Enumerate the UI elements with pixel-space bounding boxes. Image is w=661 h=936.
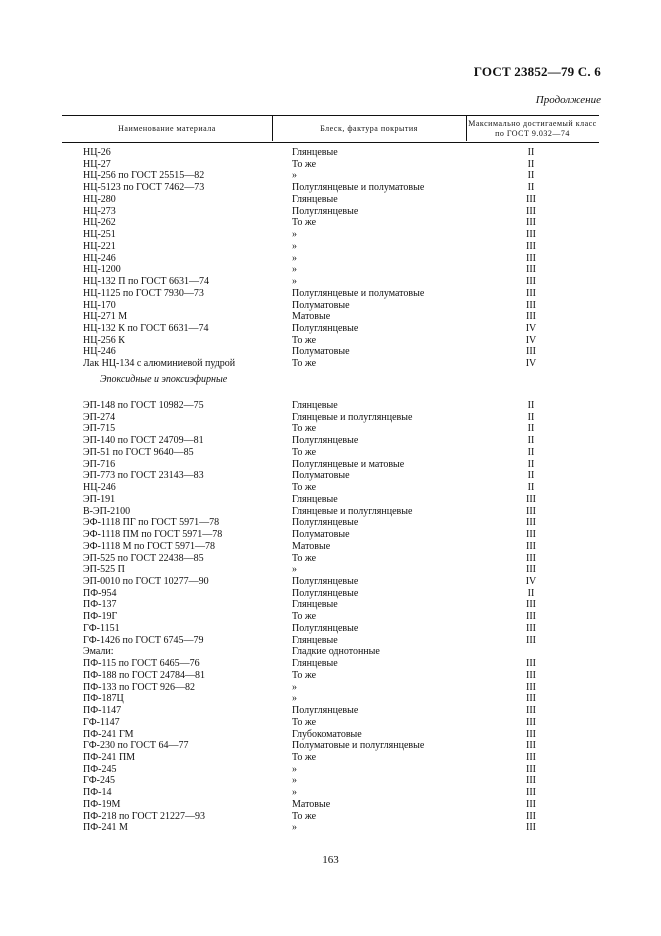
class-cell: III [526, 634, 536, 646]
material-cell: НЦ-221 [83, 240, 116, 252]
column-header-class: Максимально достигаемый класс по ГОСТ 9.032—74 [468, 118, 597, 138]
gloss-cell: Глянцевые [292, 634, 338, 646]
material-cell: НЦ-246 [83, 252, 116, 264]
table-row [0, 717, 661, 729]
gloss-cell: Полуглянцевые и полуматовые [292, 182, 425, 194]
table-row [0, 740, 661, 752]
material-cell: ЭП-191 [83, 493, 116, 505]
table-row [0, 400, 661, 412]
section-title: Эпоксидные и эпоксиэфирные [100, 373, 228, 385]
gloss-cell: Глянцевые [292, 147, 338, 158]
material-cell: ПФ-115 по ГОСТ 6465—76 [83, 658, 200, 670]
gloss-cell: » [292, 763, 297, 775]
table-row [0, 623, 661, 635]
material-cell: ГФ-1426 по ГОСТ 6745—79 [83, 634, 204, 646]
gloss-cell: » [292, 775, 297, 787]
table-row [0, 288, 661, 300]
material-cell: ПФ-187Ц [83, 693, 124, 705]
class-cell: III [526, 299, 536, 311]
table-row [0, 599, 661, 611]
table-row [0, 799, 661, 811]
material-cell: ГФ-245 [83, 775, 116, 787]
material-cell: НЦ-251 [83, 229, 116, 241]
gloss-cell: Полуглянцевые и полуматовые [292, 287, 425, 299]
table-row [0, 553, 661, 565]
table-row [0, 358, 661, 370]
class-cell: III [526, 287, 536, 299]
material-cell: НЦ-256 К [83, 334, 125, 346]
class-cell: III [526, 517, 536, 529]
gloss-cell: » [292, 170, 297, 182]
gloss-cell: Глянцевые [292, 399, 338, 411]
material-cell: НЦ-271 М [83, 311, 128, 323]
material-cell: ЭП-274 [83, 411, 116, 423]
material-cell: НЦ-1125 по ГОСТ 7930—73 [83, 287, 204, 299]
gloss-cell: Глянцевые [292, 658, 338, 670]
page-number: 163 [322, 854, 339, 866]
table-row [0, 194, 661, 206]
table-row [0, 775, 661, 787]
class-cell: III [526, 276, 536, 288]
gloss-cell: Полуматовые [292, 346, 350, 358]
class-cell: III [526, 798, 536, 810]
material-cell: В-ЭП-2100 [83, 505, 131, 517]
table-row [0, 529, 661, 541]
class-cell: III [526, 205, 536, 217]
gloss-cell: Матовые [292, 311, 331, 323]
material-cell: ЭП-148 по ГОСТ 10982—75 [83, 399, 204, 411]
class-cell: II [527, 423, 535, 435]
gloss-cell: То же [292, 611, 317, 623]
class-cell: III [526, 740, 536, 752]
class-cell: III [526, 505, 536, 517]
material-cell: ЭП-525 по ГОСТ 22438—85 [83, 552, 204, 564]
table-row [0, 729, 661, 741]
table-row [0, 670, 661, 682]
table-row [0, 311, 661, 323]
class-cell: III [526, 705, 536, 717]
gloss-cell: » [292, 276, 297, 288]
class-cell: II [527, 482, 535, 494]
gloss-cell: » [292, 252, 297, 264]
material-cell: ПФ-245 [83, 763, 117, 775]
column-header-gloss: Блеск, фактура покрытия [320, 123, 418, 133]
material-cell: НЦ-26 [83, 147, 111, 158]
gloss-cell: » [292, 240, 297, 252]
class-cell: II [527, 458, 535, 470]
gloss-cell: То же [292, 552, 317, 564]
table-row [0, 229, 661, 241]
material-cell: ЭП-773 по ГОСТ 23143—83 [83, 470, 204, 482]
gloss-cell: То же [292, 158, 317, 170]
gloss-cell: » [292, 229, 297, 241]
table-row [0, 459, 661, 471]
table-row [0, 206, 661, 218]
class-cell: II [527, 446, 535, 458]
gloss-cell: » [292, 822, 297, 834]
class-cell: III [526, 669, 536, 681]
class-cell: III [526, 346, 536, 358]
class-cell: III [526, 217, 536, 229]
gloss-cell: То же [292, 810, 317, 822]
class-cell: III [526, 693, 536, 705]
table-row [0, 705, 661, 717]
gloss-cell: Полуглянцевые [292, 323, 359, 335]
gloss-cell: То же [292, 217, 317, 229]
class-cell: III [526, 622, 536, 634]
class-cell: III [526, 810, 536, 822]
table-row [0, 635, 661, 647]
material-cell: НЦ-1200 [83, 264, 121, 276]
material-cell: ЭП-0010 по ГОСТ 10277—90 [83, 575, 209, 587]
table-row [0, 423, 661, 435]
material-cell: ПФ-188 по ГОСТ 24784—81 [83, 669, 205, 681]
material-cell: ПФ-137 [83, 599, 117, 611]
column-header-material: Наименование материала [118, 123, 216, 133]
class-cell: II [527, 587, 535, 599]
material-cell: НЦ-256 по ГОСТ 25515—82 [83, 170, 205, 182]
class-cell: III [526, 775, 536, 787]
gloss-cell: Полуглянцевые [292, 587, 359, 599]
class-cell: III [526, 658, 536, 670]
material-cell: Лак НЦ-134 с алюминиевой пудрой [83, 358, 236, 370]
class-cell: II [527, 470, 535, 482]
section-heading-row [0, 370, 661, 400]
table-row [0, 335, 661, 347]
gloss-cell: Полуглянцевые [292, 435, 359, 447]
gloss-cell: То же [292, 358, 317, 370]
gloss-cell: То же [292, 334, 317, 346]
material-cell: НЦ-280 [83, 193, 116, 205]
class-cell: II [527, 411, 535, 423]
gloss-cell: То же [292, 751, 317, 763]
material-cell: ПФ-241 ГМ [83, 728, 134, 740]
gloss-cell: » [292, 693, 297, 705]
class-cell: III [526, 599, 536, 611]
class-cell: III [526, 529, 536, 541]
material-cell: ПФ-19Г [83, 611, 118, 623]
table-row [0, 264, 661, 276]
material-cell: НЦ-27 [83, 158, 111, 170]
class-cell: III [526, 716, 536, 728]
table-row [0, 435, 661, 447]
table-row [0, 752, 661, 764]
material-cell: ЭП-140 по ГОСТ 24709—81 [83, 435, 204, 447]
table-row [0, 517, 661, 529]
gloss-cell: То же [292, 482, 317, 494]
table-row [0, 764, 661, 776]
gloss-cell: Глянцевые и полуглянцевые [292, 505, 413, 517]
table-row [0, 787, 661, 799]
gloss-cell: Полуматовые [292, 299, 350, 311]
gloss-cell: Полуглянцевые [292, 575, 359, 587]
class-cell: III [526, 493, 536, 505]
material-cell: ЭФ-1118 М по ГОСТ 5971—78 [83, 540, 216, 552]
table-row [0, 682, 661, 694]
class-cell: III [526, 681, 536, 693]
table-row [0, 482, 661, 494]
gloss-cell: » [292, 564, 297, 576]
material-cell: НЦ-5123 по ГОСТ 7462—73 [83, 182, 205, 194]
gloss-cell: Глянцевые [292, 493, 338, 505]
class-cell: III [526, 540, 536, 552]
table-row [0, 822, 661, 834]
table-row [0, 217, 661, 229]
gloss-cell: Матовые [292, 540, 331, 552]
table-row [0, 811, 661, 823]
continuation-label: Продолжение [535, 94, 601, 106]
material-cell: ГФ-230 по ГОСТ 64—77 [83, 740, 189, 752]
class-cell: IV [525, 323, 537, 335]
gloss-cell: Полуматовые [292, 470, 350, 482]
material-cell: ЭФ-1118 ПМ по ГОСТ 5971—78 [83, 529, 223, 541]
material-cell: НЦ-273 [83, 205, 116, 217]
material-cell: ПФ-1147 [83, 705, 122, 717]
table-row [0, 447, 661, 459]
table-row [0, 470, 661, 482]
table-row [0, 170, 661, 182]
material-cell: ЭП-525 П [83, 564, 125, 576]
gloss-cell: То же [292, 423, 317, 435]
class-cell: IV [525, 575, 537, 587]
class-cell: III [526, 787, 536, 799]
gloss-cell: Матовые [292, 798, 331, 810]
material-cell: НЦ-132 К по ГОСТ 6631—74 [83, 323, 209, 335]
gloss-cell: То же [292, 716, 317, 728]
class-cell: III [526, 229, 536, 241]
gloss-cell: » [292, 681, 297, 693]
class-cell: III [526, 763, 536, 775]
table-row [0, 693, 661, 705]
table-row [0, 611, 661, 623]
gloss-cell: » [292, 787, 297, 799]
table-row [0, 276, 661, 288]
table-row [0, 564, 661, 576]
gloss-cell: То же [292, 669, 317, 681]
class-cell: III [526, 611, 536, 623]
class-cell: III [526, 240, 536, 252]
material-cell: ПФ-14 [83, 787, 112, 799]
gloss-cell: Глянцевые и полуглянцевые [292, 411, 413, 423]
table-row [0, 147, 661, 159]
gloss-cell: Глянцевые [292, 193, 338, 205]
material-cell: НЦ-132 П по ГОСТ 6631—74 [83, 276, 210, 288]
class-cell: IV [525, 358, 537, 370]
class-cell: III [526, 564, 536, 576]
table-row [0, 346, 661, 358]
class-cell: II [527, 435, 535, 447]
material-cell: НЦ-246 [83, 482, 116, 494]
material-cell: НЦ-170 [83, 299, 116, 311]
gloss-cell: Полуглянцевые [292, 622, 359, 634]
document-header: ГОСТ 23852—79 С. 6 [473, 64, 601, 79]
class-cell: III [526, 728, 536, 740]
gloss-cell: Гладкие однотонные [292, 646, 380, 658]
class-cell: II [527, 182, 535, 194]
table-row [0, 412, 661, 424]
class-cell: III [526, 552, 536, 564]
table-row [0, 323, 661, 335]
table-row [0, 646, 661, 658]
material-cell: ПФ-954 [83, 587, 117, 599]
material-cell: ЭП-51 по ГОСТ 9640—85 [83, 446, 194, 458]
gloss-cell: Полуглянцевые и матовые [292, 458, 405, 470]
table-row [0, 494, 661, 506]
material-cell: ПФ-241 ПМ [83, 751, 136, 763]
material-cell: ПФ-19М [83, 798, 121, 810]
class-cell: III [526, 751, 536, 763]
material-cell: ПФ-133 по ГОСТ 926—82 [83, 681, 195, 693]
material-cell: НЦ-262 [83, 217, 116, 229]
gloss-cell: » [292, 264, 297, 276]
table-row [0, 588, 661, 600]
table-row [0, 300, 661, 312]
class-cell: III [526, 252, 536, 264]
class-cell: IV [525, 334, 537, 346]
class-cell: II [527, 147, 535, 158]
gloss-cell: То же [292, 446, 317, 458]
gloss-cell: Глубокоматовые [292, 728, 362, 740]
material-cell: ЭП-716 [83, 458, 116, 470]
gloss-cell: Полуглянцевые [292, 705, 359, 717]
class-cell: II [527, 399, 535, 411]
class-cell: II [527, 158, 535, 170]
gloss-cell: Полуматовые и полуглянцевые [292, 740, 425, 752]
class-cell: III [526, 311, 536, 323]
table-row [0, 506, 661, 518]
material-cell: ГФ-1151 [83, 622, 120, 634]
material-cell: ЭФ-1118 ПГ по ГОСТ 5971—78 [83, 517, 220, 529]
table-row [0, 253, 661, 265]
class-cell: III [526, 822, 536, 834]
material-cell: НЦ-246 [83, 346, 116, 358]
table-header-rule [62, 142, 599, 143]
material-cell: ПФ-218 по ГОСТ 21227—93 [83, 810, 205, 822]
class-cell: II [527, 170, 535, 182]
gloss-cell: Полуглянцевые [292, 517, 359, 529]
gloss-cell: Полуматовые [292, 529, 350, 541]
table-row [0, 241, 661, 253]
table-body [0, 147, 661, 834]
class-cell: III [526, 193, 536, 205]
material-cell: Эмали: [83, 646, 114, 658]
class-cell: III [526, 264, 536, 276]
gloss-cell: Полуглянцевые [292, 205, 359, 217]
table-row [0, 159, 661, 171]
material-cell: ГФ-1147 [83, 716, 120, 728]
material-cell: ЭП-715 [83, 423, 116, 435]
table-row [0, 541, 661, 553]
table-row [0, 182, 661, 194]
material-cell: ПФ-241 М [83, 822, 128, 834]
table-row [0, 658, 661, 670]
gloss-cell: Глянцевые [292, 599, 338, 611]
table-row [0, 576, 661, 588]
